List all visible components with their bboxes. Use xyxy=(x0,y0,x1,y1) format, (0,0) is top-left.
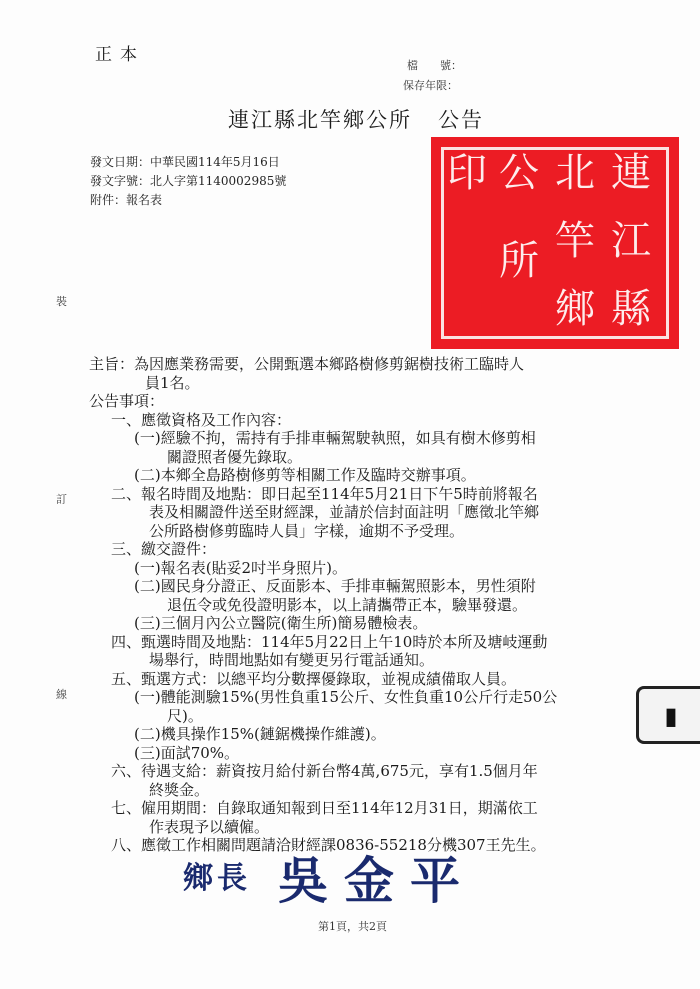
file-number-label: 檔 號： xyxy=(407,59,462,72)
announcement-body xyxy=(89,355,649,855)
seal-column-3: 公 所 xyxy=(499,150,539,284)
section-5-item-b: (二)機具操作15%(鏈鋸機操作維護)。 xyxy=(134,725,386,743)
section-4-line-1: 四、甄選時間及地點：114年5月22日上午10時於本所及塘岐運動 xyxy=(111,632,548,651)
items-header: 公告事項： xyxy=(89,392,165,410)
section-2-line-1: 二、報名時間及地點：即日起至114年5月21日下午5時前將報名 xyxy=(111,484,538,503)
issue-date: 發文日期：中華民國114年5月16日 xyxy=(90,155,280,169)
official-seal xyxy=(431,137,679,349)
section-5-item-c: (三)面試70%。 xyxy=(134,743,240,762)
seal-column-1: 連 江 縣 xyxy=(611,150,651,332)
section-1-item-b: (二)本鄉全島路樹修剪等相關工作及臨時交辦事項。 xyxy=(134,466,476,484)
signature-block xyxy=(0,843,700,910)
section-7-line-2: 作表現予以續僱。 xyxy=(149,817,270,836)
section-7-line-1: 七、僱用期間：自錄取通知報到日至114年12月31日，期滿依工 xyxy=(111,799,538,817)
binding-mark-ding: 訂 xyxy=(56,493,67,506)
section-3-item-c: (三)三個月內公立醫院(衛生所)簡易體檢表。 xyxy=(134,614,428,632)
subject-line-2: 員1名。 xyxy=(145,373,200,392)
section-5-heading: 五、甄選方式：以總平均分數擇優錄取，並視成績備取人員。 xyxy=(111,669,517,688)
copy-mark: 正本 xyxy=(95,45,145,65)
title-org: 連江縣北竿鄉公所 xyxy=(228,108,412,132)
section-2-line-3: 公所路樹修剪臨時人員」字樣，逾期不予受理。 xyxy=(149,521,465,540)
page-number: 第1頁，共2頁 xyxy=(318,920,387,933)
seal-column-2: 北 竿 鄉 xyxy=(555,150,595,332)
section-1-heading: 一、應徵資格及工作內容： xyxy=(111,410,292,429)
section-4-line-2: 場舉行，時間地點如有變更另行電話通知。 xyxy=(149,651,435,669)
section-1-item-a-line-2: 關證照者優先錄取。 xyxy=(167,447,303,466)
section-2-line-2: 表及相關證件送至財經課，並請於信封面註明「應徵北竿鄉 xyxy=(149,503,540,521)
section-3-item-b-line-1: (二)國民身分證正、反面影本、手排車輛駕照影本，男性須附 xyxy=(134,577,536,595)
seal-column-4: 印 xyxy=(447,150,487,196)
attachment: 附件：報名表 xyxy=(90,193,163,207)
document-number: 發文字號：北人字第1140002985號 xyxy=(90,174,287,188)
title-doc-type: 公告 xyxy=(438,108,484,132)
binding-mark-zhuang: 裝 xyxy=(56,295,67,308)
section-5-item-a-line-1: (一)體能測驗15%(男性負重15公斤、女性負重10公斤行走50公 xyxy=(134,688,558,706)
document-title xyxy=(228,104,484,134)
signature-name: 吳金平 xyxy=(278,852,476,910)
section-3-item-a: (一)報名表(貼妥2吋半身照片)。 xyxy=(134,558,347,577)
section-5-item-a-line-2: 尺)。 xyxy=(167,706,203,725)
section-8: 八、應徵工作相關問題請洽財經課0836-55218分機307王先生。 xyxy=(111,836,546,854)
partial-stamp-icon: ▮ xyxy=(636,686,700,744)
section-1-item-a-line-1: (一)經驗不拘，需持有手排車輛駕駛執照，如具有樹木修剪相 xyxy=(134,429,536,447)
section-6-line-1: 六、待遇支給：薪資按月給付新台幣4萬,675元，享有1.5個月年 xyxy=(111,762,538,780)
subject-line-1: 主旨：為因應業務需要，公開甄選本鄉路樹修剪鋸樹技術工臨時人 xyxy=(89,355,525,373)
binding-mark-xian: 線 xyxy=(56,688,67,701)
section-6-line-2: 終獎金。 xyxy=(149,780,210,799)
section-3-heading: 三、繳交證件： xyxy=(111,540,217,558)
section-3-item-b-line-2: 退伍令或免役證明影本，以上請攜帶正本，驗畢發還。 xyxy=(167,595,528,614)
retention-label: 保存年限： xyxy=(403,79,458,92)
signature-title: 鄉長 xyxy=(183,861,251,896)
